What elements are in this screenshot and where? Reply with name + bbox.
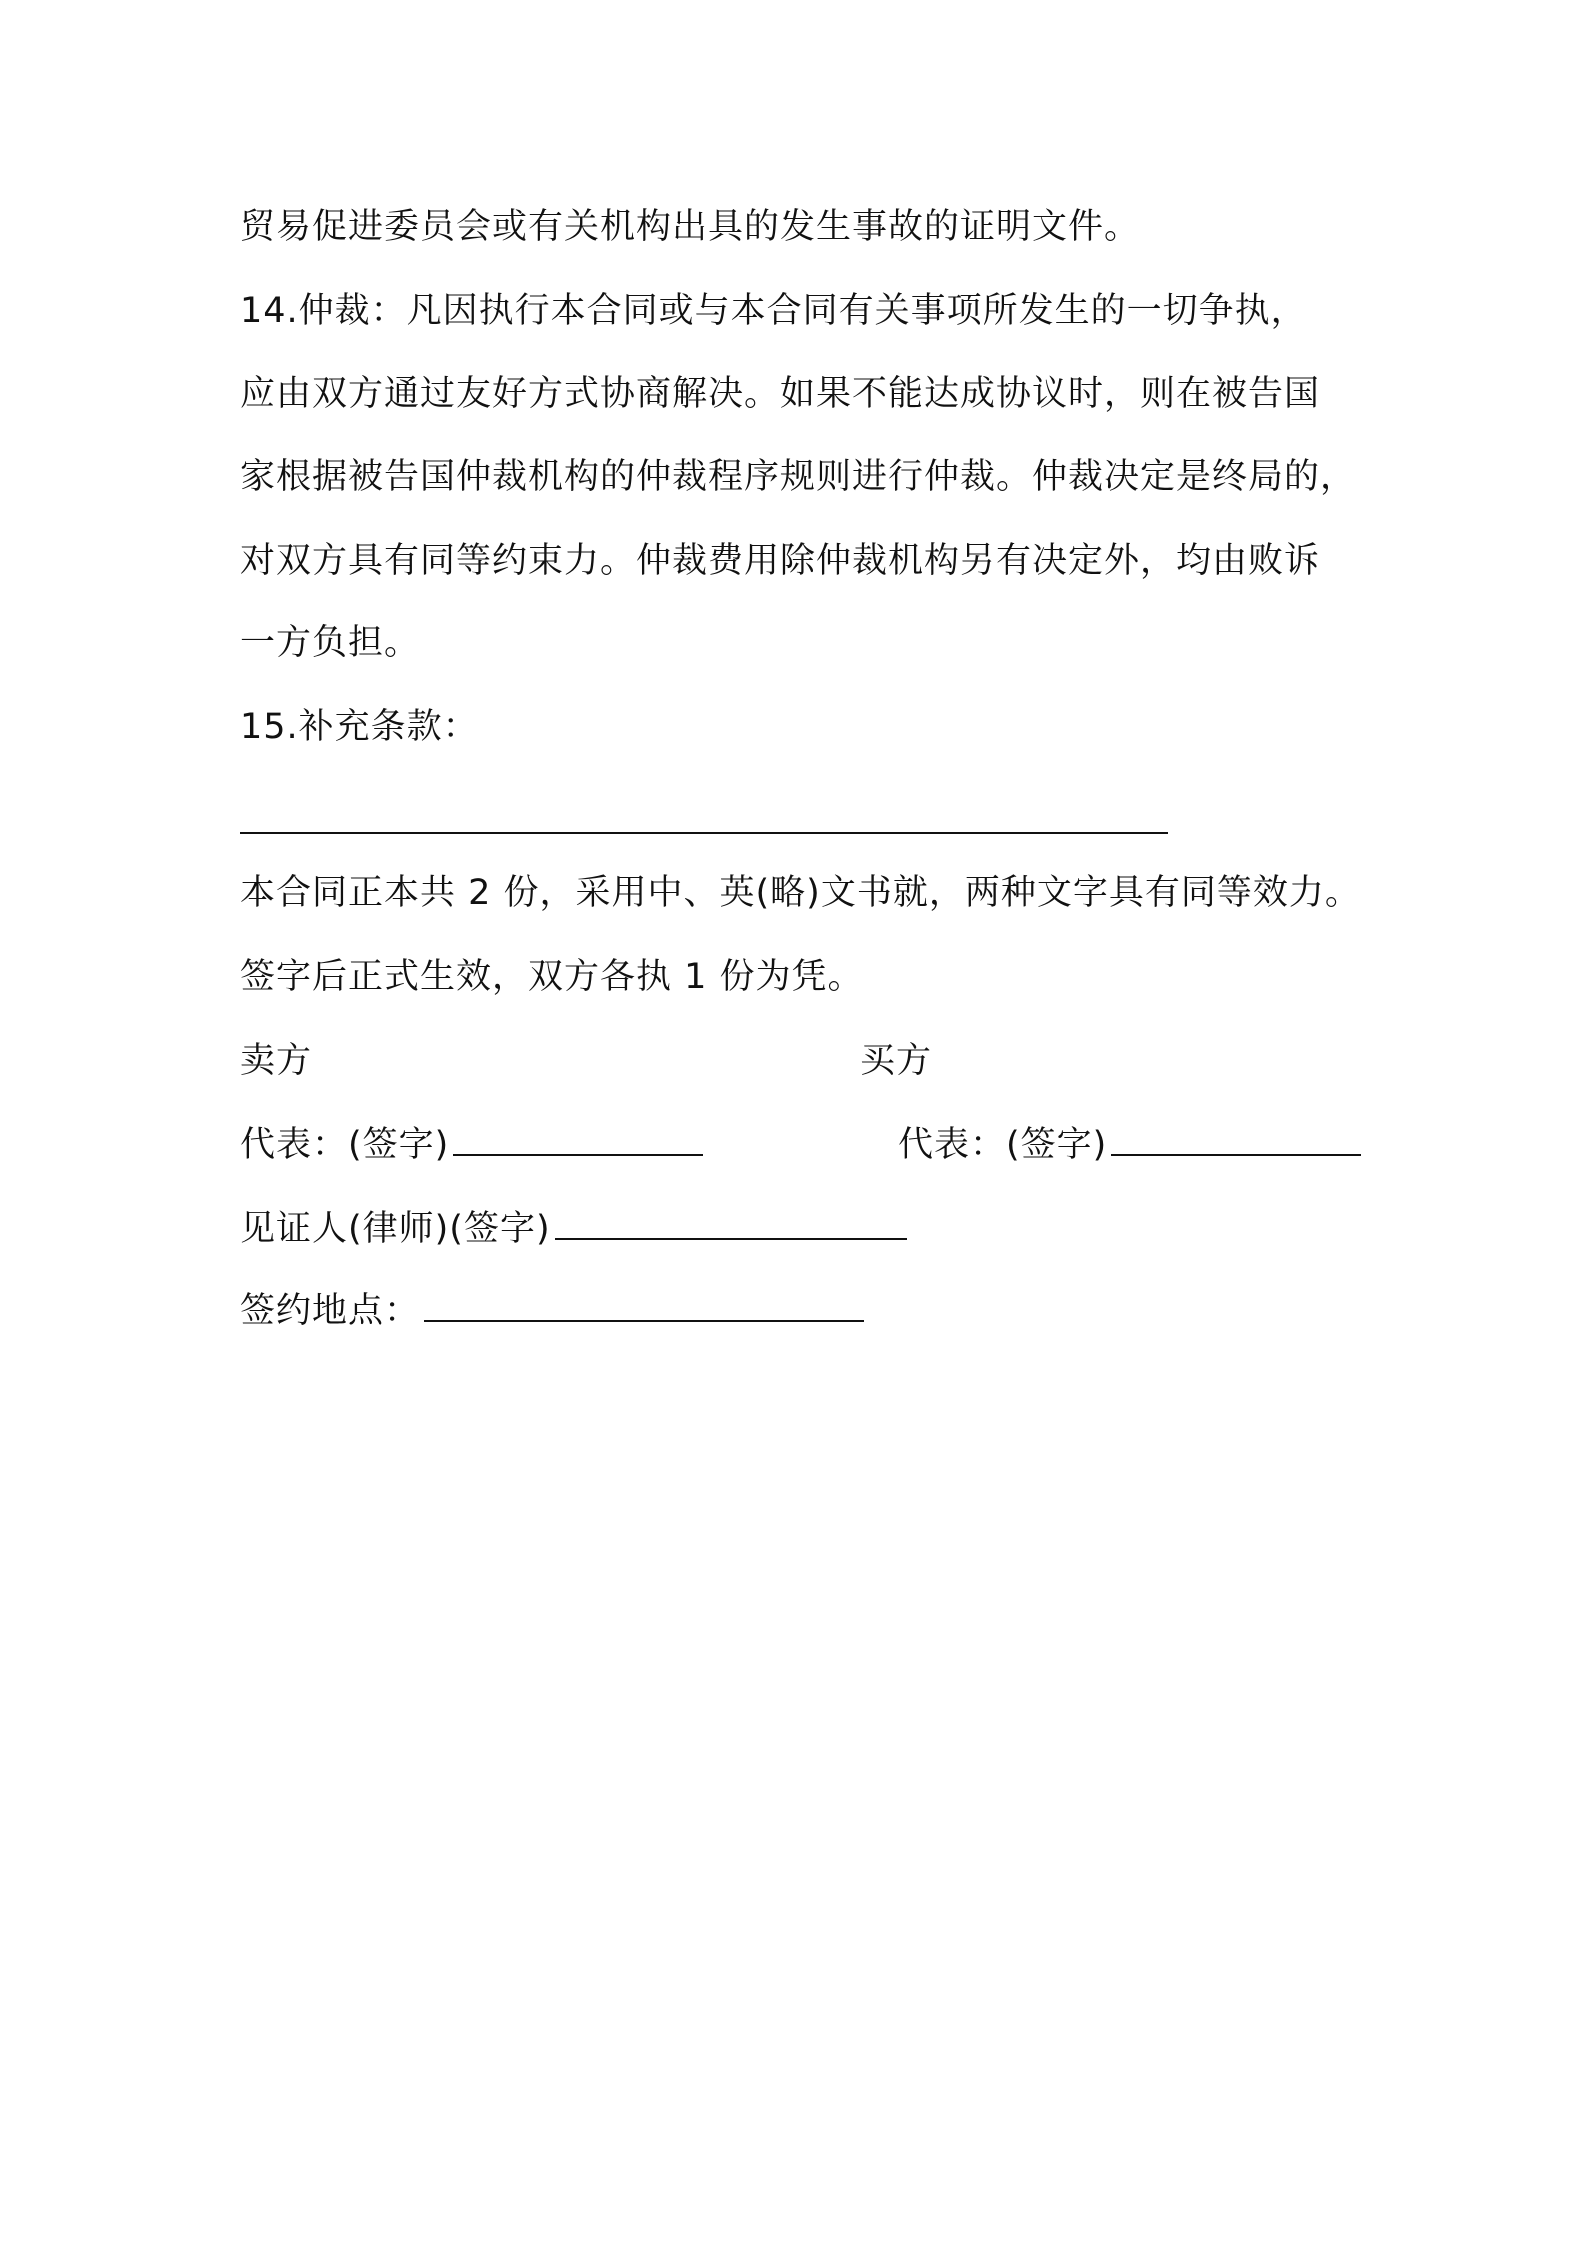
- seller-signature-blank[interactable]: [453, 1120, 703, 1156]
- seller-representative-row: [240, 1120, 703, 1170]
- supplementary-clause-heading: 15.补充条款：: [240, 707, 479, 747]
- buyer-label: 买方: [860, 1041, 933, 1081]
- witness-signature-blank[interactable]: [555, 1204, 907, 1240]
- seller-representative-label: 代表：(签字): [240, 1125, 450, 1165]
- paragraph-line-3: 应由双方通过友好方式协商解决。如果不能达成协议时，则在被告国: [240, 374, 1321, 414]
- signing-place-label: 签约地点：: [240, 1291, 421, 1331]
- witness-row: [240, 1204, 907, 1254]
- paragraph-line-1: 贸易促进委员会或有关机构出具的发生事故的证明文件。: [240, 207, 1141, 247]
- signing-place-blank[interactable]: [424, 1286, 864, 1322]
- seller-label: 卖方: [240, 1041, 313, 1081]
- witness-label: 见证人(律师)(签字): [240, 1209, 551, 1249]
- arbitration-clause-heading: 14.仲裁：凡因执行本合同或与本合同有关事项所发生的一切争执，: [240, 291, 1307, 331]
- buyer-representative-row: [898, 1120, 1361, 1170]
- copies-statement: 本合同正本共 2 份，采用中、英(略)文书就，两种文字具有同等效力。: [240, 873, 1361, 913]
- signing-place-row: [240, 1286, 864, 1336]
- effect-statement: 签字后正式生效，双方各执 1 份为凭。: [240, 957, 864, 997]
- paragraph-line-4: 家根据被告国仲裁机构的仲裁程序规则进行仲裁。仲裁决定是终局的，: [240, 457, 1357, 497]
- paragraph-line-6: 一方负担。: [240, 623, 421, 663]
- buyer-representative-label: 代表：(签字): [898, 1125, 1108, 1165]
- buyer-signature-blank[interactable]: [1111, 1120, 1361, 1156]
- supplementary-blank-line: [240, 832, 1168, 834]
- paragraph-line-5: 对双方具有同等约束力。仲裁费用除仲裁机构另有决定外，均由败诉: [240, 541, 1321, 581]
